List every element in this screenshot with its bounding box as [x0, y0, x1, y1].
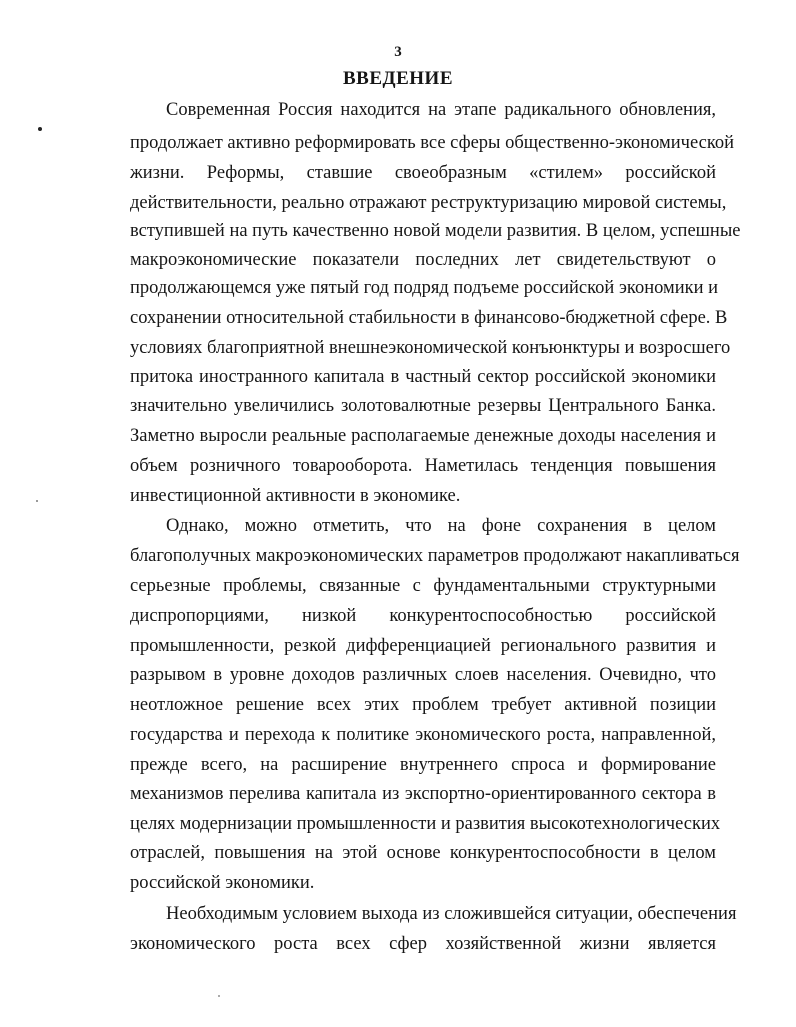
text-line: условиях благоприятной внешнеэкономической конъюнктуры и возросшего: [130, 338, 731, 358]
text-line: действительности, реально отражают реструктуризацию мировой системы,: [130, 193, 727, 213]
text-line: благополучных макроэкономических параметров продолжают накапливаться: [130, 546, 740, 566]
page-number: 3: [394, 44, 402, 60]
page-title: ВВЕДЕНИЕ: [343, 68, 453, 89]
text-line: неотложное решение всех этих проблем требует активной позиции: [130, 695, 716, 715]
text-line: сохранении относительной стабильности в финансово-бюджетной сфере. В: [130, 308, 728, 328]
text-line: механизмов перелива капитала из экспортно-ориентированного сектора в: [130, 784, 716, 804]
text-line: российской экономики.: [130, 873, 315, 893]
scan-speck: [218, 995, 220, 997]
text-line: продолжающемся уже пятый год подряд подъеме российской экономики и: [130, 278, 719, 298]
scan-speck: [38, 127, 42, 131]
text-line: вступившей на путь качественно новой модели развития. В целом, успешные: [130, 221, 741, 241]
text-line: промышленности, резкой дифференциацией регионального развития и: [130, 636, 716, 656]
text-line: разрывом в уровне доходов различных слоев населения. Очевидно, что: [130, 665, 716, 685]
text-line: государства и перехода к политике экономического роста, направленной,: [130, 725, 716, 745]
text-line: инвестиционной активности в экономике.: [130, 486, 461, 506]
text-line: отраслей, повышения на этой основе конкурентоспособности в целом: [130, 843, 716, 863]
text-line: Современная Россия находится на этапе радикального обновления,: [166, 100, 716, 120]
text-line: объем розничного товарооборота. Наметилась тенденция повышения: [130, 456, 716, 476]
text-line: серьезные проблемы, связанные с фундаментальными структурными: [130, 576, 716, 596]
text-line: целях модернизации промышленности и развития высокотехнологических: [130, 814, 721, 834]
text-line: продолжает активно реформировать все сферы общественно-экономической: [130, 133, 735, 153]
text-line: экономического роста всех сфер хозяйственной жизни является: [130, 934, 716, 954]
text-line: значительно увеличились золотовалютные резервы Центрального Банка.: [130, 396, 716, 416]
text-line: прежде всего, на расширение внутреннего спроса и формирование: [130, 755, 716, 775]
text-line: притока иностранного капитала в частный сектор российской экономики: [130, 367, 716, 387]
scan-speck: [36, 500, 38, 502]
text-line: макроэкономические показатели последних лет свидетельствуют о: [130, 250, 716, 270]
text-line: Однако, можно отметить, что на фоне сохранения в целом: [166, 516, 716, 536]
text-line: Заметно выросли реальные располагаемые денежные доходы населения и: [130, 426, 716, 446]
text-line: Необходимым условием выхода из сложившейся ситуации, обеспечения: [166, 904, 737, 924]
text-line: диспропорциями, низкой конкурентоспособностью российской: [130, 606, 716, 626]
text-line: жизни. Реформы, ставшие своеобразным «стилем» российской: [130, 163, 716, 183]
